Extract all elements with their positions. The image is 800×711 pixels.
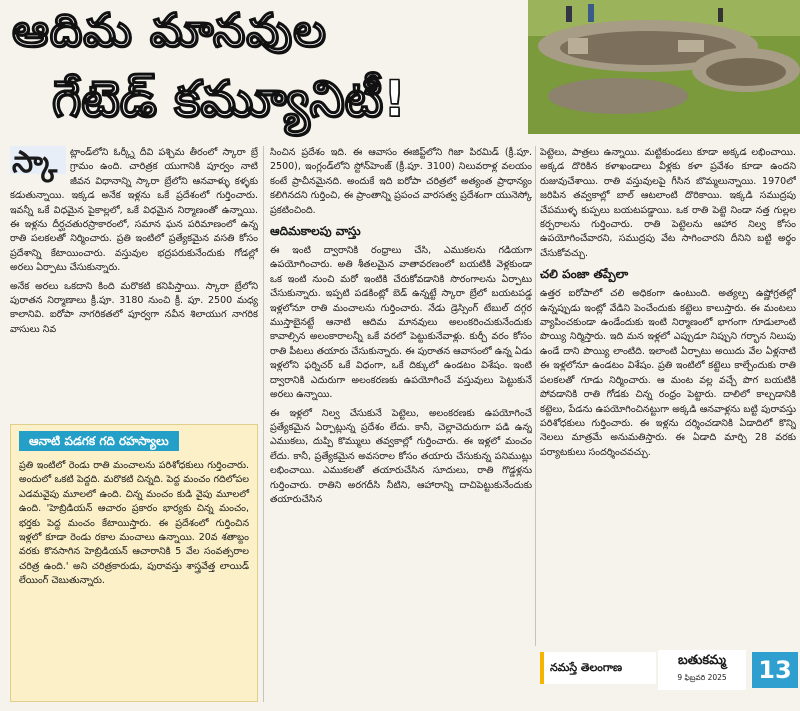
paragraph: పెట్టెలు, పాత్రలు ఉన్నాయి. మట్టికుండలు కూడా అక్కడ లభించాయి. అక్కడ దొరికిన కళాఖండాలు వీళ్లకు కళా ప్రవేశం కూడా ఉందని రుజువుచేశాయి. రాతి వస్తువులపై గీసిన బొమ్మలున్నాయి. 1970లో జరిపిన తవ్వకాల్లో బాల్ ఆటలాంటి దొరికాయి. ఇక్కడి సముద్రపు చేపముళ్ళ కుప్పలు బయటపడ్డాయి. ఒక రాతి పెట్టె నిండా నత్త గుల్లల కర్పరాలను గుర్తించారు. రాతి పెట్టెలను ఆహార నిల్వ కోసం ఉపయోగించేవారని, సముద్రపు వేట సాగించారని దీనిని బట్టి అర్థం చేసుకోవచ్చు. — [540, 147, 796, 259]
column-divider — [535, 146, 536, 646]
headline — [8, 0, 520, 140]
subheading: చలి పంజా తప్పేలా — [540, 267, 629, 282]
paragraph: ట్లాండ్‌లోని ఓర్క్నీ దీవి పశ్చిమ తీరంలో స్కారా బ్రే గ్రామం ఉంది. చారిత్రక యుగానికి పూర్వం నాటి జీవన విధానాన్ని స్కారా బ్రేలోని ఆనవాళ్ళు కళ్ళకు కడుతున్నాయి. ఇక్కడ అనేక ఇళ్లను ఒకే ప్రదేశంలో గుర్తించారు. ఇవన్నీ ఒకే విధమైన పైకాల్లలో, ఒకే విధమైన నిర్మాణంతో ఉన్నాయి. ఈ ఇళ్లను దీర్ఘచతురస్రాకారంలో, సమాన ఘన పరిమాణంలో ఉన్న రాతి పలకలతో నిర్మించారు. ప్రతి ఇంటిలో ప్రత్యేకమైన వసతి కోసం ప్రదేశాన్ని కేటాయించారు. వస్తువుల భద్రపరుకునేందుకు గోడల్లో అరలు ఏర్పాటు చేసుకున్నారు. — [10, 147, 258, 274]
newspaper-brand: నమస్తే తెలంగాణ — [540, 652, 656, 684]
article-column-3 — [540, 146, 796, 646]
paragraph: సించిన ప్రదేశం ఇది. ఈ ఆవాసం ఈజిప్ట్‌లోని గిజా పిరమిడ్ (క్రీ.పూ. 2500), ఇంగ్లండ్‌లోని స్టోన్‌హెంజ్ (క్రీ.పూ. 3100) నిలువరాళ్ల వలయం కంటే ప్రాచీనమైనది. అందుకే ఇది ఐరోపా చరిత్రలో అత్యంత ప్రాధాన్యం కలిగినదని గుర్తించి, ఈ ప్రాంతాన్ని ప్రపంచ వారసత్వ ప్రదేశంగా యునెస్కో ప్రకటించింది. — [270, 147, 532, 216]
page-number: 13 — [752, 652, 798, 688]
dropcap-box — [10, 146, 66, 180]
section-name: బతుకమ్మ — [678, 653, 726, 668]
paragraph: ఈ ఇళ్లలో నిల్వ చేసుకునే పెట్టెలు, అలంకరణకు ఉపయోగించే ప్రత్యేకమైన ఏర్పాట్లున్న ప్రదేశం లేదు. కానీ, చెల్లాచెదురుగా పడి ఉన్న ఎముకలు, దుప్పి కొమ్ములు తవ్వకాల్లో గుర్తించారు. ఈ ఇళ్లలో మంచం లేదు. కానీ, ప్రత్యేకమైన అవసరాల కోసం తయారు చేసుకున్న పనిముట్లు లభించాయి. ఎముకలతో తయారుచేసిన సూదులు, రాతి గొడ్డళ్లను గుర్తించారు. రాతిని అరగదీసి నీటిని, ఆహారాన్ని దాచిపెట్టుకునేందుకు తయారుచేసిన — [270, 407, 532, 505]
paragraph: ఉత్తర ఐరోపాలో చలి అధికంగా ఉంటుంది. అత్యల్ప ఉష్ణోగ్రతల్లో ఉన్నప్పుడు ఇంట్లో వేడిని పెంచేందుకు కట్టెలు కాలుస్తారు. ఈ మంటలు వ్యాపించకుండా ఉండేందుకు ఇంటి నిర్మాణంలో భాగంగా గూడులాంటి పొయ్యి నిర్మిస్తారు. ఇది మన ఇళ్లలో ఎప్పుడూ నిప్పుని గర్భాన నిలుపు ఉండే దాని పొయ్యి లాంటిది. ఇలాంటి ఏర్పాటు అయిదు వేల ఏళ్లనాటి ఈ ఇళ్లలోనూ ఉండటం విశేషం. ప్రతి ఇంటిలో కట్టెలు కాల్చేందుకు రాతి పలకలతో గూడు నిర్మించారు. ఆ మంట వల్ల వచ్చే పొగ బయటికి పోవడానికి రాతి గోడకు చిన్న రంధ్రం పెట్టారు. దాలిలో కాల్చడానికి కట్టెలు, పేడను ఉపయోగించినట్టుగా అక్కడి ఆనవాళ్లను బట్టి పురావస్తు పరిశోధకులు గుర్తించారు. ఈ ఇళ్లను దర్శించడానికి ఏడాదిలో కొన్ని నెలలు మాత్రమే అనుమతిస్తారు. ఈ ఏడాది మార్చి 28 వరకు పర్యాటకులు సందర్శించవచ్చు. — [540, 288, 796, 458]
dropcap: స్కా — [12, 146, 58, 180]
paragraph: అనేక అరలు ఒకదాని కింది మరొకటి కనిపిస్తాయి. స్కారా బ్రేలోని పురాతన నిర్మాణాలు క్రీ.పూ. 3180 నుంచి క్రీ. పూ. 2500 మధ్య కాలానివి. ఐరోపా నాగరికతలో పూర్వగా నవీన శిలాయుగ నాగరిక వాసులు నివ — [10, 280, 258, 335]
headline-line-1: ఆదిమ మానవుల — [12, 3, 327, 57]
section-label — [658, 650, 746, 690]
column-divider — [263, 146, 264, 702]
sidebar-box-text: ప్రతి ఇంటిలో రెండు రాతి మంచాలను పరిశోధకులు గుర్తించారు. అందులో ఒకటి పెద్దది. మరొకటి చిన్నది. పెద్ద మంచం గదిలోపల ఎడమవైపు మూలలో ఉంది. చిన్న మంచం కుడి వైపు మూలలో ఉంది. 'హెబ్రిడియన్ ఆచారం ప్రకారం భార్యకు చిన్న మంచం, భర్తకు పెద్ద మంచం కేటాయిస్తారు. ఈ ప్రదేశంలో గుర్తించిన ఇళ్లలో కూడా రెండు రకాల మంచాలు ఉన్నాయి. 20వ శతాబ్దం వరకు కొనసాగిన హెబ్రిడియన్ ఆచారానికి 5 వేల సంవత్సరాల చరిత్ర ఉంది.' అని చరిత్రకారుడు, పురావస్తు శాస్త్రవేత్త లాయిడ్ లేయింగ్ చెబుతున్నారు. — [19, 460, 249, 587]
page-footer — [540, 650, 800, 692]
sidebar-box-title: ఆనాటి పడగక గది రహస్యాలు — [19, 431, 179, 451]
headline-line-2: గేటెడ్ కమ్యూనిటీ! — [52, 70, 406, 128]
paragraph: ఈ ఇంటి ద్వారానికి రంధ్రాలు చేసి, ఎముకలను గడియగా ఉపయోగించారు. అతి శీతలమైన వాతావరణంలో బయటికి వెళ్లకుండా ఒక ఇంటి నుంచి మరో ఇంటికి చేరుకోవడానికి సొరంగాలను ఏర్పాటు చేసుకున్నారు. ఇప్పటి పడకింట్లో బెడ్ ఉన్నట్టే స్కారా బ్రేలో బయటపడ్డ ఇళ్లలోనూ రాతి మంచాలను గుర్తించారు. నేడు డ్రెస్సింగ్ టేబుల్ దగ్గర ముస్తాబైనట్టే ఆనాటి ఆదిమ మానవులు అలంకరించుకునేందుకు కావాల్సిన అలంకారాలన్నీ ఒకే వరలో పెట్టుకునేవాళ్లు. కుర్చీ వరం కోసం రాతి పీటలు తయారు చేసుకున్నారు. ఈ పురాతన ఆవాసంలో ఉన్న ఏడు ఇళ్లలోని ఫర్నిచర్ ఒకే విధంగా, ఒకే దిక్కులో ఉండటం విశేషం. ఇంటి ద్వారానికి ఎదురుగా అలంకరణకు ఉపయోగించే వస్తువులు పెట్టుకునే అరలు ఉన్నాయి. — [270, 245, 532, 401]
sidebar-box — [10, 424, 258, 702]
subheading: ఆదిమకాలపు వాస్తు — [270, 224, 361, 239]
article-column-1 — [10, 146, 258, 418]
article-column-2 — [270, 146, 532, 706]
issue-date: 9 ఫిబ్రవరి 2025 — [677, 673, 727, 682]
skara-brae-photo — [528, 0, 800, 134]
